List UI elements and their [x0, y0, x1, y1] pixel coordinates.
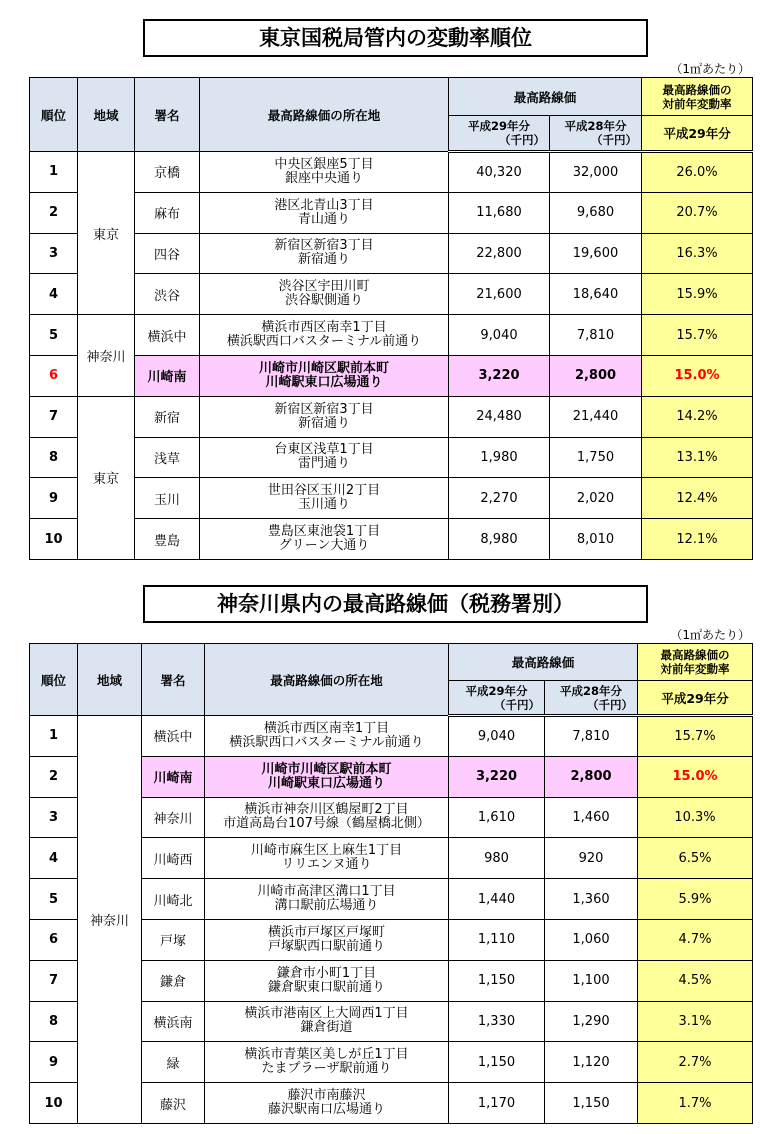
table-row	[30, 478, 753, 519]
region-cell: 東京	[78, 396, 135, 559]
location-line1: 川崎市高津区溝口1丁目	[257, 884, 396, 900]
rank-cell: 3	[30, 233, 78, 274]
price-h28-cell: 1,460	[545, 797, 638, 838]
office-cell: 横浜南	[142, 1001, 205, 1042]
location-cell	[205, 1083, 449, 1124]
location-line1: 鎌倉市小町1丁目	[276, 965, 377, 981]
header-rank: 順位	[30, 644, 78, 716]
location-line2: 藤沢駅南口広場通り	[267, 1102, 385, 1118]
rate-cell: 10.3%	[638, 797, 753, 838]
location-cell	[200, 478, 449, 519]
price-h29-cell: 3,220	[449, 756, 545, 797]
header-rate-line1: 最高路線価の	[660, 648, 730, 662]
header-h29-unit: （千円）	[494, 697, 540, 712]
price-h28-cell: 1,290	[545, 1001, 638, 1042]
rank-cell: 2	[30, 192, 78, 233]
region-cell: 神奈川	[78, 716, 142, 1124]
header-h28-unit: （千円）	[587, 697, 634, 712]
price-h28-cell: 2,800	[550, 355, 642, 396]
office-cell: 玉川	[135, 478, 200, 519]
table-row	[30, 396, 753, 437]
location-cell	[205, 879, 449, 920]
header-location: 最高路線価の所在地	[200, 78, 449, 152]
location-cell	[205, 1042, 449, 1083]
price-h29-cell: 21,600	[449, 274, 550, 315]
header-h28	[550, 116, 642, 152]
rank-cell: 7	[30, 960, 78, 1001]
rank-cell: 9	[30, 478, 78, 519]
location-cell	[200, 437, 449, 478]
location-line2: 市道高島台107号線（鶴屋橋北側）	[223, 816, 430, 832]
location-cell	[205, 919, 449, 960]
table-row	[30, 274, 753, 315]
table2-unit: （1㎡あたり）	[670, 628, 750, 642]
office-cell: 京橋	[135, 152, 200, 193]
location-line2: たまプラーザ駅前通り	[261, 1061, 392, 1077]
rate-cell: 13.1%	[642, 437, 753, 478]
price-h28-cell: 920	[545, 838, 638, 879]
location-line1: 台東区浅草1丁目	[274, 442, 374, 458]
price-h29-cell: 1,150	[449, 960, 545, 1001]
price-h29-cell: 8,980	[449, 519, 550, 560]
price-h28-cell: 1,360	[545, 879, 638, 920]
header-h28-label: 平成28年分	[560, 683, 623, 698]
office-cell: 渋谷	[135, 274, 200, 315]
price-h29-cell: 24,480	[449, 396, 550, 437]
location-line1: 横浜市港南区上大岡西1丁目	[244, 1006, 409, 1022]
rank-cell: 1	[30, 716, 78, 757]
rank-cell: 4	[30, 838, 78, 879]
price-h28-cell: 1,060	[545, 919, 638, 960]
price-h29-cell: 1,170	[449, 1083, 545, 1124]
office-cell: 麻布	[135, 192, 200, 233]
location-cell	[205, 960, 449, 1001]
header-region: 地域	[78, 644, 142, 716]
table-row	[30, 233, 753, 274]
location-cell	[200, 274, 449, 315]
table1-title: 東京国税局管内の変動率順位	[143, 19, 648, 57]
rate-cell: 15.0%	[642, 355, 753, 396]
location-line2: グリーン大通り	[278, 538, 370, 554]
rank-cell: 8	[30, 437, 78, 478]
location-line1: 豊島区東池袋1丁目	[267, 524, 381, 540]
rate-cell: 15.0%	[638, 756, 753, 797]
price-h29-cell: 1,110	[449, 919, 545, 960]
price-h29-cell: 11,680	[449, 192, 550, 233]
header-h29	[449, 116, 550, 152]
rate-cell: 4.7%	[638, 919, 753, 960]
location-line2: 戸塚駅西口駅前通り	[267, 938, 385, 954]
location-line1: 渋谷区宇田川町	[278, 279, 370, 295]
location-line2: 玉川通り	[297, 497, 350, 513]
rank-cell: 9	[30, 1042, 78, 1083]
rank-cell: 5	[30, 879, 78, 920]
location-line2: 横浜駅西口バスターミナル前通り	[226, 334, 422, 350]
location-line2: 新宿通り	[297, 252, 350, 268]
price-h28-cell: 8,010	[550, 519, 642, 560]
price-h28-cell: 2,020	[550, 478, 642, 519]
location-line2: 鎌倉街道	[300, 1020, 353, 1036]
price-h29-cell: 1,150	[449, 1042, 545, 1083]
header-h28	[545, 681, 638, 716]
header-location: 最高路線価の所在地	[205, 644, 449, 716]
location-line1: 横浜市西区南幸1丁目	[263, 720, 390, 736]
price-h29-cell: 2,270	[449, 478, 550, 519]
rank-cell: 4	[30, 274, 78, 315]
office-cell: 緑	[142, 1042, 205, 1083]
rate-cell: 12.4%	[642, 478, 753, 519]
table-row	[30, 152, 753, 193]
price-h28-cell: 18,640	[550, 274, 642, 315]
location-line2: リリエンヌ通り	[281, 857, 372, 873]
header-office: 署名	[135, 78, 200, 152]
rate-cell: 15.7%	[642, 315, 753, 356]
table-row	[30, 437, 753, 478]
location-line1: 横浜市西区南幸1丁目	[261, 320, 387, 336]
header-rate-line2: 対前年変動率	[660, 662, 730, 676]
location-line2: 横浜駅西口バスターミナル前通り	[229, 734, 424, 750]
location-cell	[200, 233, 449, 274]
location-cell	[200, 315, 449, 356]
office-cell: 鎌倉	[142, 960, 205, 1001]
header-region: 地域	[78, 78, 135, 152]
location-cell	[205, 797, 449, 838]
rank-cell: 2	[30, 756, 78, 797]
location-line1: 藤沢市南藤沢	[287, 1088, 366, 1104]
location-cell	[205, 756, 449, 797]
office-cell: 横浜中	[142, 716, 205, 757]
rank-cell: 10	[30, 519, 78, 560]
table-row	[30, 519, 753, 560]
location-line1: 川崎市川崎区駅前本町	[258, 360, 389, 376]
office-cell: 川崎南	[142, 756, 205, 797]
header-h29	[449, 681, 545, 716]
header-price-group: 最高路線価	[449, 644, 638, 681]
location-line2: 渋谷駅側通り	[284, 293, 363, 309]
rank-cell: 8	[30, 1001, 78, 1042]
table2	[29, 643, 753, 1124]
price-h28-cell: 7,810	[550, 315, 642, 356]
header-price-group: 最高路線価	[449, 78, 642, 116]
location-line1: 港区北青山3丁目	[274, 197, 374, 213]
rate-cell: 2.7%	[638, 1042, 753, 1083]
location-line2: 鎌倉駅東口駅前通り	[267, 979, 385, 995]
price-h29-cell: 1,440	[449, 879, 545, 920]
header-rate	[642, 78, 753, 116]
location-line2: 川崎駅東口広場通り	[265, 374, 383, 390]
header-h29-unit: （千円）	[499, 133, 545, 147]
location-cell	[200, 519, 449, 560]
header-rate-year: 平成29年分	[642, 116, 753, 152]
location-cell	[200, 396, 449, 437]
location-cell	[200, 152, 449, 193]
rank-cell: 6	[30, 919, 78, 960]
rate-cell: 14.2%	[642, 396, 753, 437]
price-h29-cell: 1,330	[449, 1001, 545, 1042]
rank-cell: 3	[30, 797, 78, 838]
table-row	[30, 192, 753, 233]
price-h28-cell: 32,000	[550, 152, 642, 193]
rate-cell: 15.7%	[638, 716, 753, 757]
location-cell	[205, 1001, 449, 1042]
price-h28-cell: 1,120	[545, 1042, 638, 1083]
location-line2: 川崎駅東口広場通り	[267, 775, 385, 791]
rate-cell: 26.0%	[642, 152, 753, 193]
header-rank: 順位	[30, 78, 78, 152]
rate-cell: 5.9%	[638, 879, 753, 920]
location-line2: 溝口駅前広場通り	[274, 898, 379, 914]
rank-cell: 5	[30, 315, 78, 356]
header-h28-label: 平成28年分	[564, 119, 627, 133]
office-cell: 横浜中	[135, 315, 200, 356]
header-rate	[638, 644, 753, 681]
location-line2: 新宿通り	[297, 415, 350, 431]
table1	[29, 77, 753, 560]
price-h28-cell: 1,750	[550, 437, 642, 478]
location-line2: 青山通り	[297, 211, 350, 227]
table1-unit: （1㎡あたり）	[670, 62, 750, 76]
location-line1: 新宿区新宿3丁目	[274, 401, 374, 417]
location-cell	[205, 838, 449, 879]
rate-cell: 16.3%	[642, 233, 753, 274]
location-line1: 世田谷区玉川2丁目	[267, 483, 381, 499]
rate-cell: 15.9%	[642, 274, 753, 315]
header-rate-line2: 対前年変動率	[662, 96, 732, 111]
price-h29-cell: 9,040	[449, 315, 550, 356]
location-cell	[200, 355, 449, 396]
rate-cell: 3.1%	[638, 1001, 753, 1042]
price-h28-cell: 9,680	[550, 192, 642, 233]
rate-cell: 20.7%	[642, 192, 753, 233]
header-office: 署名	[142, 644, 205, 716]
location-line1: 川崎市麻生区上麻生1丁目	[250, 843, 403, 859]
rate-cell: 6.5%	[638, 838, 753, 879]
price-h28-cell: 1,150	[545, 1083, 638, 1124]
office-cell: 豊島	[135, 519, 200, 560]
header-rate-line1: 最高路線価の	[662, 82, 732, 97]
rank-cell: 10	[30, 1083, 78, 1124]
price-h28-cell: 19,600	[550, 233, 642, 274]
location-line2: 雷門通り	[297, 456, 350, 472]
price-h29-cell: 22,800	[449, 233, 550, 274]
price-h29-cell: 980	[449, 838, 545, 879]
location-line1: 横浜市青葉区美しが丘1丁目	[244, 1047, 409, 1063]
price-h29-cell: 1,610	[449, 797, 545, 838]
office-cell: 川崎西	[142, 838, 205, 879]
rank-cell: 6	[30, 355, 78, 396]
header-h29-label: 平成29年分	[465, 683, 528, 698]
price-h29-cell: 1,980	[449, 437, 550, 478]
location-line1: 新宿区新宿3丁目	[274, 238, 374, 254]
office-cell: 新宿	[135, 396, 200, 437]
table2-title: 神奈川県内の最高路線価（税務署別）	[143, 585, 648, 623]
price-h29-cell: 9,040	[449, 716, 545, 757]
rate-cell: 12.1%	[642, 519, 753, 560]
rank-cell: 7	[30, 396, 78, 437]
table-row	[30, 355, 753, 396]
location-line1: 横浜市戸塚区戸塚町	[267, 924, 385, 940]
office-cell: 神奈川	[142, 797, 205, 838]
price-h28-cell: 21,440	[550, 396, 642, 437]
header-rate-year: 平成29年分	[638, 681, 753, 716]
office-cell: 藤沢	[142, 1083, 205, 1124]
region-cell: 神奈川	[78, 315, 135, 397]
table-row	[30, 716, 753, 757]
table-row	[30, 315, 753, 356]
location-cell	[205, 716, 449, 757]
price-h28-cell: 1,100	[545, 960, 638, 1001]
rate-cell: 1.7%	[638, 1083, 753, 1124]
office-cell: 浅草	[135, 437, 200, 478]
office-cell: 四谷	[135, 233, 200, 274]
price-h29-cell: 40,320	[449, 152, 550, 193]
location-line1: 川崎市川崎区駅前本町	[261, 761, 392, 777]
office-cell: 川崎北	[142, 879, 205, 920]
price-h28-cell: 2,800	[545, 756, 638, 797]
office-cell: 戸塚	[142, 919, 205, 960]
rate-cell: 4.5%	[638, 960, 753, 1001]
price-h28-cell: 7,810	[545, 716, 638, 757]
header-h28-unit: （千円）	[591, 133, 638, 147]
region-cell: 東京	[78, 152, 135, 315]
location-line2: 銀座中央通り	[284, 170, 363, 186]
office-cell: 川崎南	[135, 355, 200, 396]
location-cell	[200, 192, 449, 233]
location-line1: 横浜市神奈川区鶴屋町2丁目	[244, 802, 409, 818]
header-h29-label: 平成29年分	[467, 119, 530, 133]
price-h29-cell: 3,220	[449, 355, 550, 396]
location-line1: 中央区銀座5丁目	[274, 156, 374, 172]
rank-cell: 1	[30, 152, 78, 193]
